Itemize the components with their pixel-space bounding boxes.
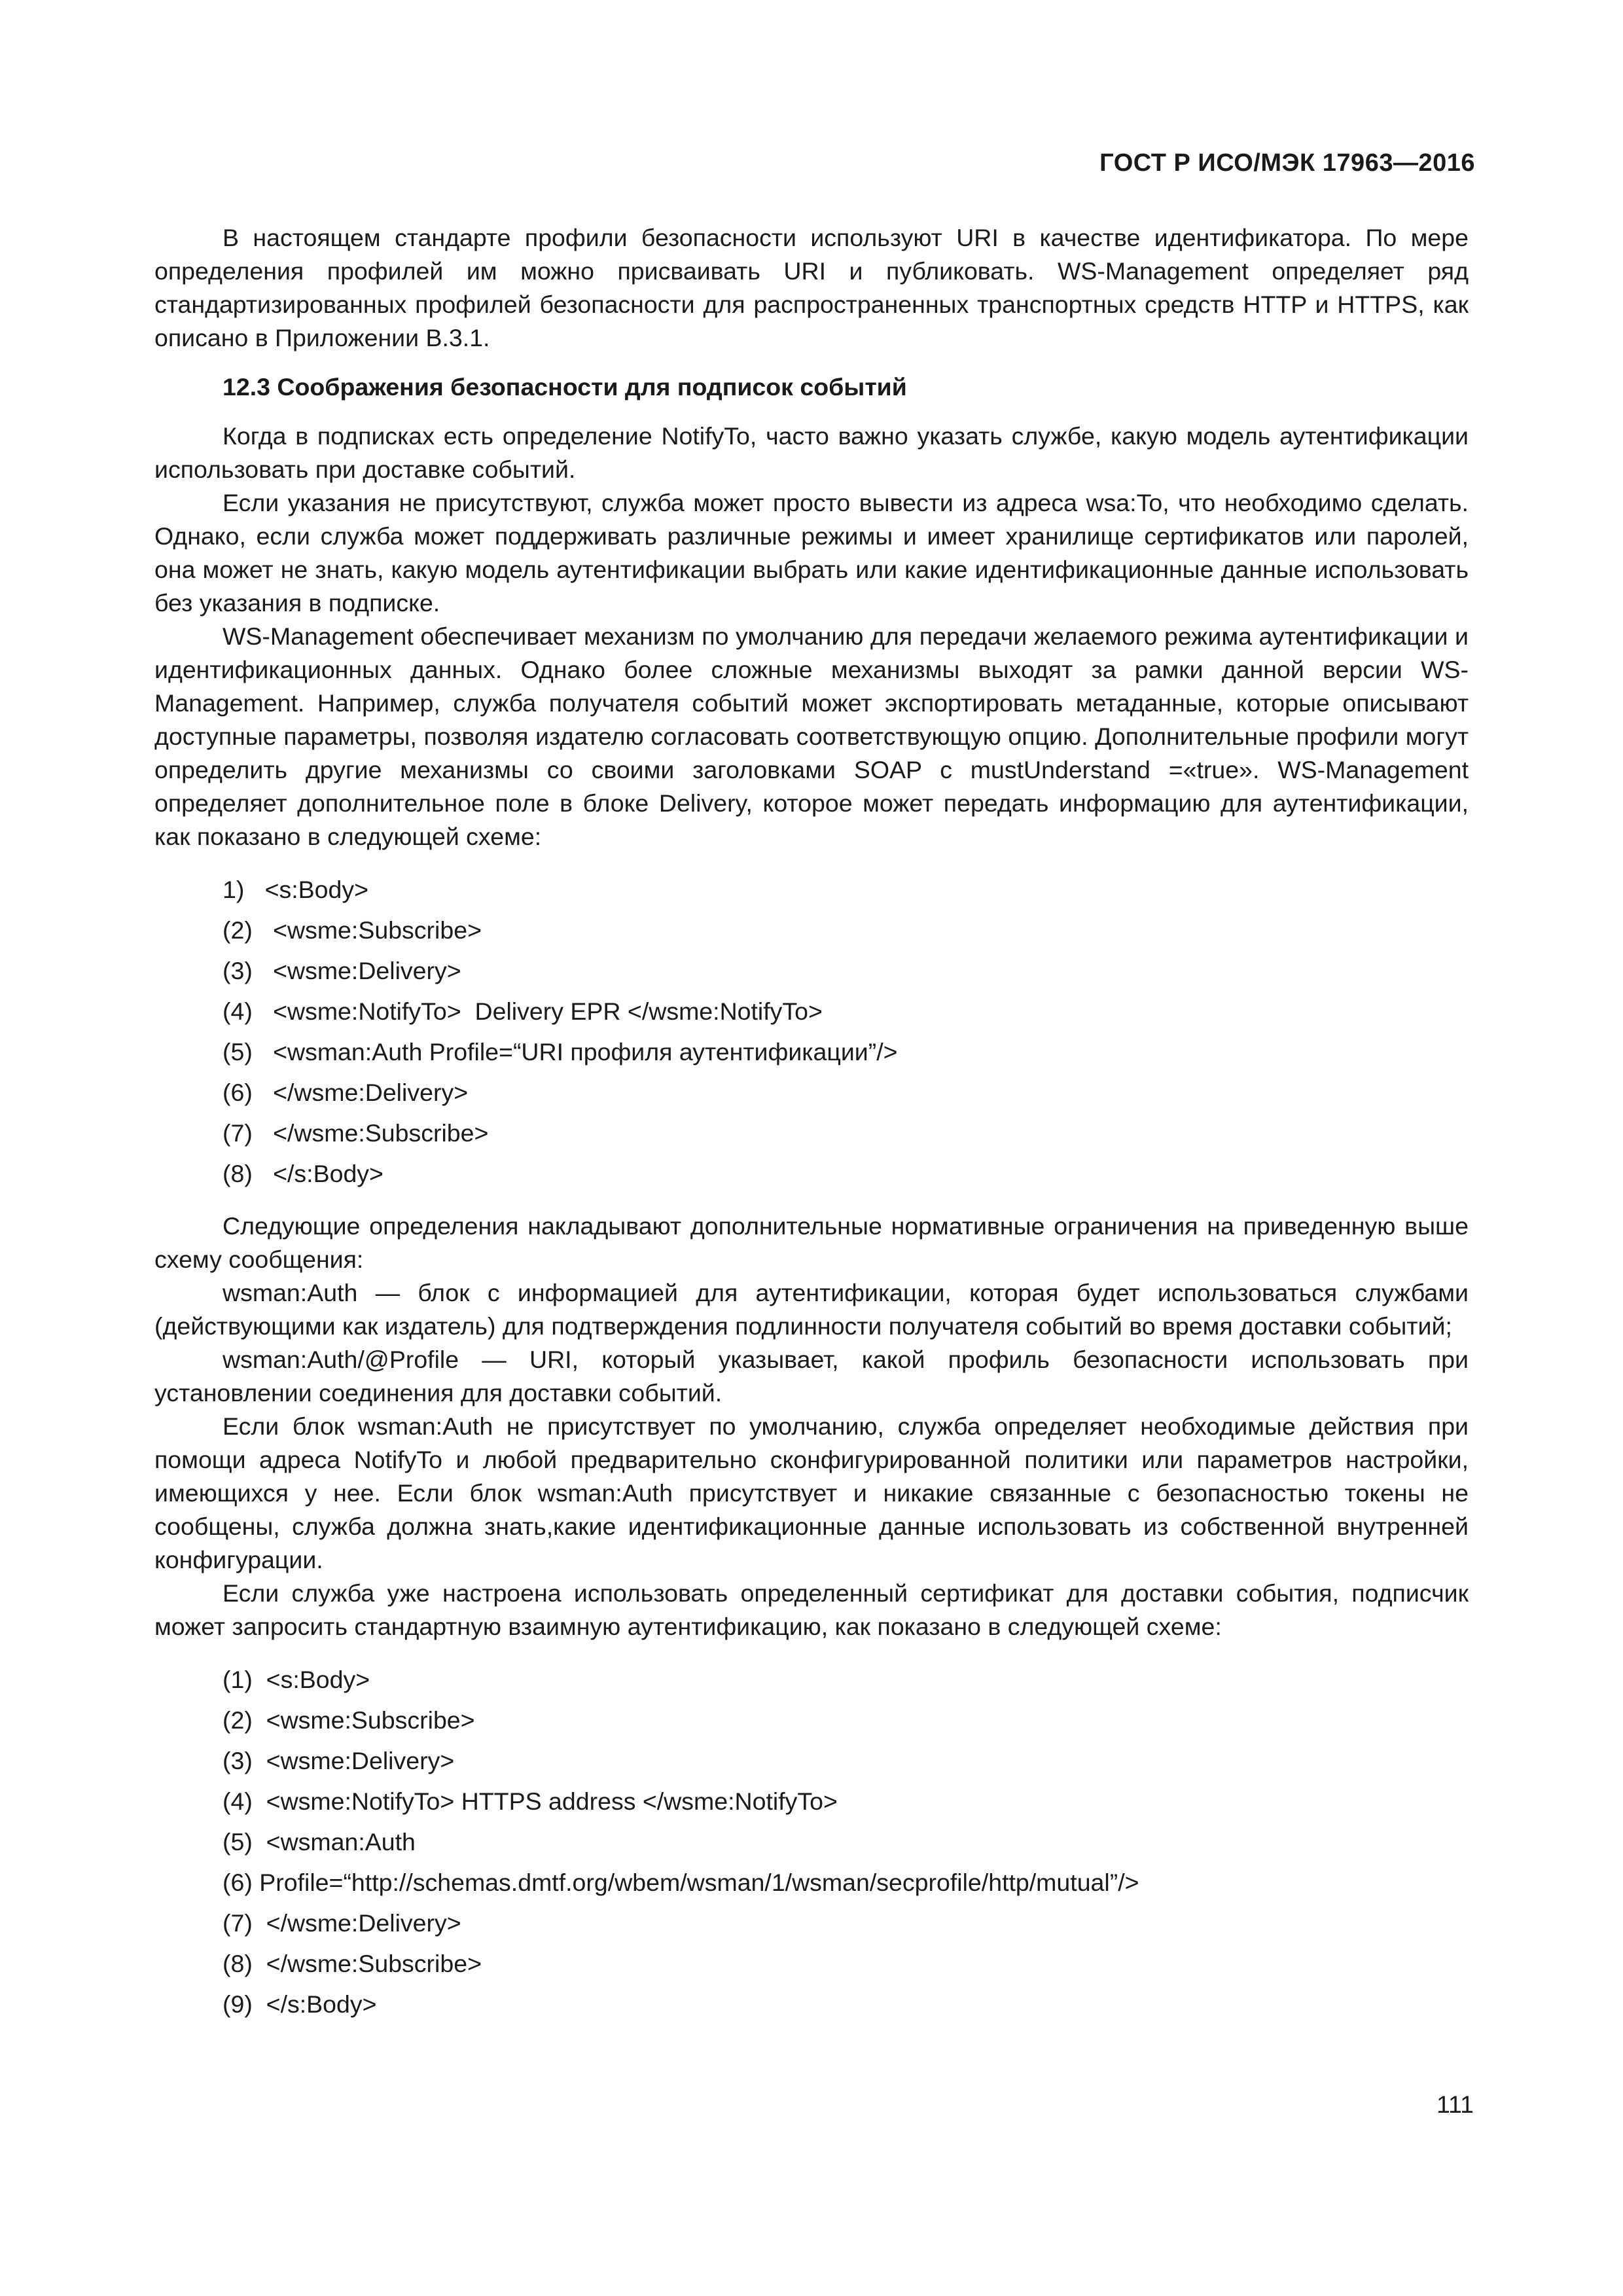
- code-line: (5) <wsman:Auth Profile=“URI профиля аутентификации”/>: [223, 1038, 898, 1066]
- code-line: (1) <s:Body>: [223, 1666, 370, 1693]
- section-title: 12.3 Соображения безопасности для подписок событий: [223, 373, 907, 401]
- document-header: ГОСТ Р ИСО/МЭК 17963—2016: [1099, 149, 1475, 177]
- definitions-intro: Следующие определения накладывают дополнительные нормативные ограничения на приведенную выше схему сообщения:: [154, 1212, 1469, 1273]
- code-line: (7) </wsme:Delivery>: [223, 1909, 461, 1937]
- code-line: (4) <wsme:NotifyTo> HTTPS address </wsme:NotifyTo>: [223, 1787, 838, 1815]
- code-line: (6) Profile=“http://schemas.dmtf.org/wbem/wsman/1/wsman/secprofile/http/mutual”/>: [223, 1869, 1139, 1896]
- code-line: (2) <wsme:Subscribe>: [223, 1706, 475, 1734]
- code-line: 1) <s:Body>: [223, 876, 369, 903]
- code-line: (6) </wsme:Delivery>: [223, 1079, 469, 1106]
- code-line: (4) <wsme:NotifyTo> Delivery EPR </wsme:NotifyTo>: [223, 997, 823, 1025]
- paragraph-mutual-auth: Если служба уже настроена использовать определенный сертификат для доставки события, подписчик может запросить стандартную взаимную аутентификацию, как показано в следующей схеме:: [154, 1579, 1469, 1640]
- code-line: (8) </s:Body>: [223, 1160, 383, 1187]
- intro-paragraph: В настоящем стандарте профили безопасности используют URI в качестве идентификатора. По мере определения профилей им можно присваивать URI и публиковать. WS-Management определяет ряд стандартизированных профилей безопасности для распространенных транспортных средств HTTP и HTTPS, как описано в Приложении В.3.1.: [154, 224, 1469, 351]
- definition-auth-profile: wsman:Auth/@Profile — URI, который указывает, какой профиль безопасности использовать при установлении соединения для доставки событий.: [154, 1346, 1469, 1407]
- schema-listing-1: [154, 869, 1469, 1194]
- code-line: (3) <wsme:Delivery>: [223, 957, 461, 984]
- code-line: (9) </s:Body>: [223, 1990, 377, 2018]
- paragraph-auth-absent: Если блок wsman:Auth не присутствует по умолчанию, служба определяет необходимые действия при помощи адреса NotifyTo и любой предварительно сконфигурированной политики или параметров настройки, имеющихся у нее. Если блок wsman:Auth присутствует и никакие связанные с безопасностью токены не сообщены, служба должна знать,какие идентификационные данные использовать из собственной внутренней конфигурации.: [154, 1412, 1469, 1573]
- code-line: (5) <wsman:Auth: [223, 1828, 416, 1856]
- schema-listing-2: [154, 1659, 1469, 2024]
- page-body: [154, 221, 1469, 2024]
- code-line: (8) </wsme:Subscribe>: [223, 1950, 482, 1977]
- page-number: 111: [1436, 2090, 1474, 2118]
- code-line: (2) <wsme:Subscribe>: [223, 916, 482, 944]
- code-line: (3) <wsme:Delivery>: [223, 1747, 455, 1774]
- section-paragraph-3: WS-Management обеспечивает механизм по умолчанию для передачи желаемого режима аутентификации и идентификационных данных. Однако более сложные механизмы выходят за рамки данной версии WS-Management. Например, служба получателя событий может экспортировать метаданные, которые описывают доступные параметры, позволяя издателю согласовать соответствующую опцию. Дополнительные профили могут определить другие механизмы со своими заголовками SOAP с mustUnderstand =«true». WS-Management определяет дополнительное поле в блоке Delivery, которое может передать информацию для аутентификации, как показано в следующей схеме:: [154, 622, 1469, 850]
- definition-auth: wsman:Auth — блок с информацией для аутентификации, которая будет использоваться службами (действующими как издатель) для подтверждения подлинности получателя событий во время доставки событий;: [154, 1279, 1469, 1340]
- code-line: (7) </wsme:Subscribe>: [223, 1119, 489, 1147]
- section-paragraph-2: Если указания не присутствуют, служба может просто вывести из адреса wsa:To, что необходимо сделать. Однако, если служба может поддерживать различные режимы и имеет хранилище сертификатов или паролей, она может не знать, какую модель аутентификации выбрать или какие идентификационные данные использовать без указания в подписке.: [154, 489, 1469, 617]
- section-paragraph-1: Когда в подписках есть определение NotifyTo, часто важно указать службе, какую модель аутентификации использовать при доставке событий.: [154, 422, 1469, 483]
